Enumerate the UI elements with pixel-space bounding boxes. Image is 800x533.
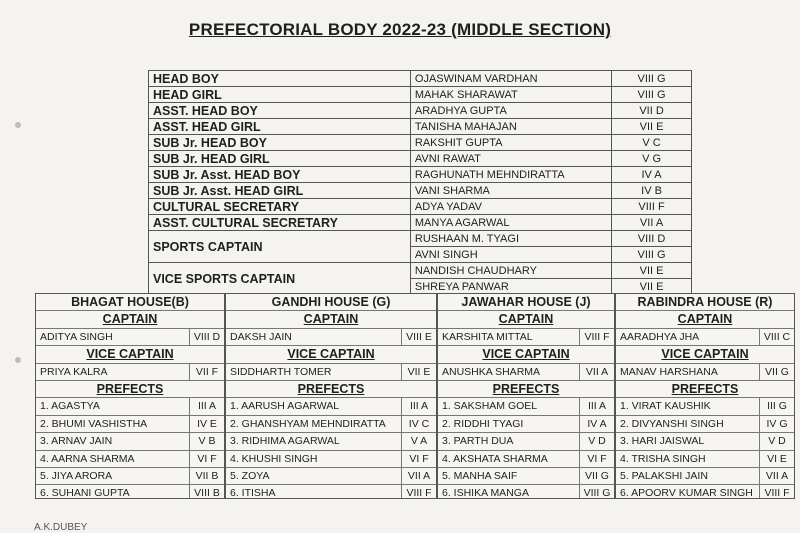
member-name: 6. APOORV KUMAR SINGH bbox=[620, 487, 753, 499]
member-name: 1. VIRAT KAUSHIK bbox=[620, 400, 711, 413]
house-member-row bbox=[616, 451, 794, 468]
punch-hole-mark bbox=[15, 357, 21, 363]
captain-heading: CAPTAIN bbox=[226, 311, 436, 328]
house-name: RABINDRA HOUSE (R) bbox=[616, 294, 794, 311]
member-class: VII G bbox=[759, 364, 794, 380]
member-name: 6. ITISHA bbox=[230, 487, 276, 499]
officer-class: VIII G bbox=[612, 87, 692, 103]
member-name: KARSHITA MITTAL bbox=[442, 330, 533, 343]
officer-class: V C bbox=[612, 135, 692, 151]
member-class: VII B bbox=[189, 468, 224, 484]
house-member-row bbox=[226, 485, 436, 499]
member-class: VIII G bbox=[579, 485, 614, 499]
houses-grid bbox=[35, 293, 795, 499]
house-member-row bbox=[36, 485, 224, 499]
house-block bbox=[35, 293, 225, 499]
member-class: III A bbox=[189, 398, 224, 414]
member-name: 5. MANHA SAIF bbox=[442, 469, 518, 482]
house-member-row bbox=[616, 329, 794, 346]
house-member-row bbox=[616, 485, 794, 499]
captain-heading: CAPTAIN bbox=[616, 311, 794, 328]
member-name: 3. ARNAV JAIN bbox=[40, 435, 113, 448]
member-class: VII E bbox=[401, 364, 436, 380]
officer-name: ADYA YADAV bbox=[410, 199, 611, 215]
house-member-row bbox=[438, 433, 614, 450]
officer-post: VICE SPORTS CAPTAIN bbox=[149, 263, 411, 295]
house-member-row bbox=[616, 416, 794, 433]
member-class: VIII F bbox=[579, 329, 614, 345]
house-member-row bbox=[226, 398, 436, 415]
member-name: 5. JIYA ARORA bbox=[40, 469, 113, 482]
officer-name: AVNI SINGH bbox=[410, 247, 611, 263]
officer-name: RAKSHIT GUPTA bbox=[410, 135, 611, 151]
member-class: VI E bbox=[759, 451, 794, 467]
house-member-row bbox=[616, 468, 794, 485]
house-member-row bbox=[36, 329, 224, 346]
house-member-row bbox=[226, 451, 436, 468]
house-member-row bbox=[226, 433, 436, 450]
member-name: 4. TRISHA SINGH bbox=[620, 452, 706, 465]
officer-row bbox=[149, 231, 692, 247]
member-class: IV G bbox=[759, 416, 794, 432]
member-name: 2. BHUMI VASHISTHA bbox=[40, 417, 148, 430]
member-name: 4. KHUSHI SINGH bbox=[230, 452, 318, 465]
officer-class: VII E bbox=[612, 119, 692, 135]
member-class: III A bbox=[579, 398, 614, 414]
member-class: IV C bbox=[401, 416, 436, 432]
officer-post: CULTURAL SECRETARY bbox=[149, 199, 411, 215]
member-class: V A bbox=[401, 433, 436, 449]
member-name: 6. SUHANI GUPTA bbox=[40, 487, 130, 499]
officer-class: VII A bbox=[612, 215, 692, 231]
officer-post: ASST. CULTURAL SECRETARY bbox=[149, 215, 411, 231]
member-name: 2. DIVYANSHI SINGH bbox=[620, 417, 724, 430]
house-member-row bbox=[36, 468, 224, 485]
member-class: V D bbox=[579, 433, 614, 449]
officer-row bbox=[149, 167, 692, 183]
officer-post: ASST. HEAD BOY bbox=[149, 103, 411, 119]
house-block bbox=[225, 293, 437, 499]
member-class: VII G bbox=[579, 468, 614, 484]
officer-row bbox=[149, 183, 692, 199]
officer-class: VIII D bbox=[612, 231, 692, 247]
officer-post: ASST. HEAD GIRL bbox=[149, 119, 411, 135]
officers-table bbox=[148, 70, 692, 295]
member-name: ANUSHKA SHARMA bbox=[442, 365, 541, 378]
member-class: VII A bbox=[759, 468, 794, 484]
officer-post: SUB Jr. HEAD GIRL bbox=[149, 151, 411, 167]
member-class: VII A bbox=[401, 468, 436, 484]
member-name: PRIYA KALRA bbox=[40, 365, 108, 378]
vice-captain-heading: VICE CAPTAIN bbox=[36, 346, 224, 363]
officer-name: MANYA AGARWAL bbox=[410, 215, 611, 231]
officer-row bbox=[149, 103, 692, 119]
member-name: ADITYA SINGH bbox=[40, 330, 113, 343]
officer-row bbox=[149, 151, 692, 167]
house-member-row bbox=[438, 468, 614, 485]
house-member-row bbox=[616, 398, 794, 415]
member-class: III G bbox=[759, 398, 794, 414]
prefects-heading: PREFECTS bbox=[438, 381, 614, 398]
officer-class: IV A bbox=[612, 167, 692, 183]
vice-captain-heading: VICE CAPTAIN bbox=[438, 346, 614, 363]
officer-post: HEAD GIRL bbox=[149, 87, 411, 103]
house-member-row bbox=[226, 364, 436, 381]
house-member-row bbox=[36, 433, 224, 450]
officer-name: MAHAK SHARAWAT bbox=[410, 87, 611, 103]
house-block bbox=[615, 293, 795, 499]
member-class: VII A bbox=[579, 364, 614, 380]
member-name: 3. HARI JAISWAL bbox=[620, 435, 705, 448]
house-member-row bbox=[36, 416, 224, 433]
member-class: VIII F bbox=[759, 485, 794, 499]
member-name: 6. ISHIKA MANGA bbox=[442, 487, 529, 499]
officer-class: VIII G bbox=[612, 71, 692, 87]
officer-name: RAGHUNATH MEHNDIRATTA bbox=[410, 167, 611, 183]
member-class: VIII D bbox=[189, 329, 224, 345]
officer-post: SUB Jr. Asst. HEAD BOY bbox=[149, 167, 411, 183]
house-member-row bbox=[438, 329, 614, 346]
house-member-row bbox=[36, 364, 224, 381]
officer-class: VII E bbox=[612, 263, 692, 279]
officer-post: SPORTS CAPTAIN bbox=[149, 231, 411, 263]
house-block bbox=[437, 293, 615, 499]
member-class: IV E bbox=[189, 416, 224, 432]
footer-signature: A.K.DUBEY bbox=[34, 522, 88, 533]
house-member-row bbox=[438, 451, 614, 468]
member-class: VII F bbox=[189, 364, 224, 380]
member-name: AARADHYA JHA bbox=[620, 330, 700, 343]
officer-name: TANISHA MAHAJAN bbox=[410, 119, 611, 135]
prefects-heading: PREFECTS bbox=[226, 381, 436, 398]
officer-post: SUB Jr. Asst. HEAD GIRL bbox=[149, 183, 411, 199]
house-name: JAWAHAR HOUSE (J) bbox=[438, 294, 614, 311]
member-class: VIII E bbox=[401, 329, 436, 345]
officer-row bbox=[149, 87, 692, 103]
house-member-row bbox=[438, 398, 614, 415]
officer-name: OJASWINAM VARDHAN bbox=[410, 71, 611, 87]
member-name: 3. RIDHIMA AGARWAL bbox=[230, 435, 340, 448]
officer-row bbox=[149, 135, 692, 151]
officer-class: VIII G bbox=[612, 247, 692, 263]
member-class: III A bbox=[401, 398, 436, 414]
member-name: 1. AARUSH AGARWAL bbox=[230, 400, 340, 413]
captain-heading: CAPTAIN bbox=[438, 311, 614, 328]
house-member-row bbox=[226, 416, 436, 433]
officer-class: VII D bbox=[612, 103, 692, 119]
prefects-heading: PREFECTS bbox=[616, 381, 794, 398]
member-name: MANAV HARSHANA bbox=[620, 365, 718, 378]
house-member-row bbox=[438, 416, 614, 433]
prefects-heading: PREFECTS bbox=[36, 381, 224, 398]
officer-post: HEAD BOY bbox=[149, 71, 411, 87]
officer-class: VIII F bbox=[612, 199, 692, 215]
vice-captain-heading: VICE CAPTAIN bbox=[226, 346, 436, 363]
officer-class: IV B bbox=[612, 183, 692, 199]
captain-heading: CAPTAIN bbox=[36, 311, 224, 328]
member-class: VI F bbox=[401, 451, 436, 467]
member-class: IV A bbox=[579, 416, 614, 432]
punch-hole-mark bbox=[15, 122, 21, 128]
house-member-row bbox=[36, 451, 224, 468]
member-class: VIII F bbox=[401, 485, 436, 499]
officer-name: AVNI RAWAT bbox=[410, 151, 611, 167]
member-class: VIII B bbox=[189, 485, 224, 499]
member-name: 3. PARTH DUA bbox=[442, 435, 514, 448]
house-name: BHAGAT HOUSE(B) bbox=[36, 294, 224, 311]
member-name: 5. PALAKSHI JAIN bbox=[620, 469, 708, 482]
officers-table-body bbox=[149, 71, 692, 295]
member-name: DAKSH JAIN bbox=[230, 330, 292, 343]
officer-row bbox=[149, 119, 692, 135]
officer-row bbox=[149, 215, 692, 231]
officer-name: ARADHYA GUPTA bbox=[410, 103, 611, 119]
member-name: 2. RIDDHI TYAGI bbox=[442, 417, 524, 430]
member-class: VIII C bbox=[759, 329, 794, 345]
member-name: SIDDHARTH TOMER bbox=[230, 365, 332, 378]
member-class: V D bbox=[759, 433, 794, 449]
house-member-row bbox=[226, 468, 436, 485]
officer-name: VANI SHARMA bbox=[410, 183, 611, 199]
officer-row bbox=[149, 71, 692, 87]
house-member-row bbox=[226, 329, 436, 346]
house-member-row bbox=[438, 485, 614, 499]
member-class: V B bbox=[189, 433, 224, 449]
member-name: 2. GHANSHYAM MEHNDIRATTA bbox=[230, 417, 386, 430]
house-member-row bbox=[616, 433, 794, 450]
member-name: 1. SAKSHAM GOEL bbox=[442, 400, 538, 413]
member-name: 4. AKSHATA SHARMA bbox=[442, 452, 548, 465]
page-title: PREFECTORIAL BODY 2022-23 (MIDDLE SECTION) bbox=[188, 20, 612, 39]
officer-post: SUB Jr. HEAD BOY bbox=[149, 135, 411, 151]
member-class: VI F bbox=[579, 451, 614, 467]
member-name: 5. ZOYA bbox=[230, 469, 270, 482]
member-name: 4. AARNA SHARMA bbox=[40, 452, 135, 465]
house-member-row bbox=[36, 398, 224, 415]
house-member-row bbox=[616, 364, 794, 381]
house-member-row bbox=[438, 364, 614, 381]
officer-name: RUSHAAN M. TYAGI bbox=[410, 231, 611, 247]
member-class: VI F bbox=[189, 451, 224, 467]
house-name: GANDHI HOUSE (G) bbox=[226, 294, 436, 311]
officer-name: NANDISH CHAUDHARY bbox=[410, 263, 611, 279]
vice-captain-heading: VICE CAPTAIN bbox=[616, 346, 794, 363]
member-name: 1. AGASTYA bbox=[40, 400, 100, 413]
officer-row bbox=[149, 263, 692, 279]
officer-class: VII E bbox=[612, 279, 692, 295]
officer-name: SHREYA PANWAR bbox=[410, 279, 611, 295]
officer-class: V G bbox=[612, 151, 692, 167]
officer-row bbox=[149, 199, 692, 215]
